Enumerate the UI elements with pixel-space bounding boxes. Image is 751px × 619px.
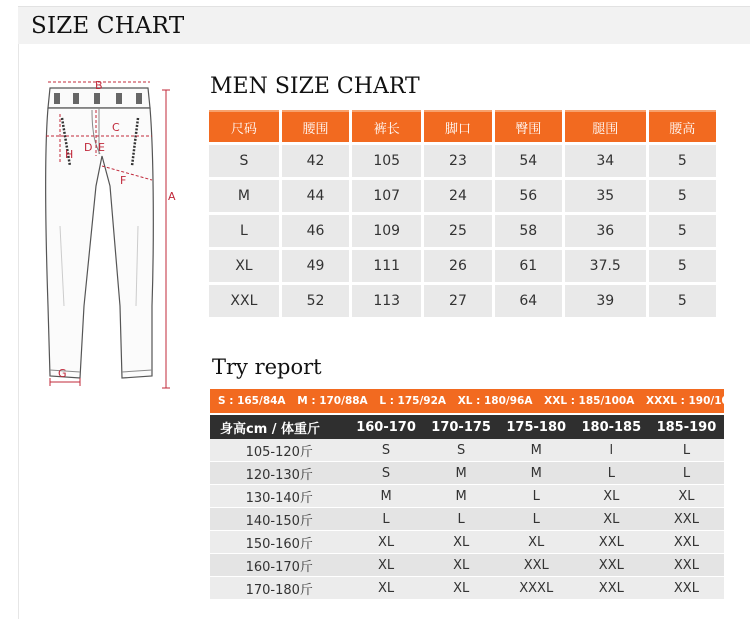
table-row — [210, 462, 724, 485]
measure-label-a: A — [168, 190, 176, 203]
pants-measurement-diagram — [40, 76, 190, 398]
table-cell: M — [424, 462, 499, 485]
table-cell: XXL — [574, 577, 649, 600]
table-cell: 64 — [495, 285, 562, 317]
table-cell: M — [499, 462, 574, 485]
table-row — [210, 439, 724, 462]
table-cell: 5 — [649, 180, 716, 212]
header-bar — [18, 6, 750, 46]
table-cell: 25 — [424, 215, 491, 247]
table-cell: L — [349, 508, 424, 531]
table-cell: S — [424, 439, 499, 462]
size-reference-item: XXXL : 190/104A — [646, 395, 745, 407]
table-cell: 109 — [352, 215, 421, 247]
waist-col-header: 腰围 — [282, 110, 349, 142]
table-cell: 107 — [352, 180, 421, 212]
table-cell: 39 — [565, 285, 646, 317]
leg-opening-col-header: 脚口 — [424, 110, 491, 142]
table-cell: L — [649, 462, 724, 485]
measure-label-g: G — [58, 367, 67, 380]
size-reference-item: S : 165/84A — [218, 395, 286, 407]
table-cell: 46 — [282, 215, 349, 247]
table-cell: 54 — [495, 145, 562, 177]
table-cell: 36 — [565, 215, 646, 247]
table-cell: M — [424, 485, 499, 508]
table-cell: L — [574, 462, 649, 485]
measure-label-e: E — [98, 141, 105, 154]
table-cell: XL — [424, 577, 499, 600]
length-col-header: 裤长 — [352, 110, 421, 142]
table-cell: 49 — [282, 250, 349, 282]
table-row — [209, 145, 716, 177]
table-cell: 27 — [424, 285, 491, 317]
table-cell: 37.5 — [565, 250, 646, 282]
table-cell: 105 — [352, 145, 421, 177]
weight-cell: 105-120斤 — [210, 439, 349, 462]
weight-cell: 120-130斤 — [210, 462, 349, 485]
size-col-header: 尺码 — [209, 110, 279, 142]
table-cell: L — [649, 439, 724, 462]
try-table-header-row — [210, 415, 724, 439]
table-cell: 5 — [649, 145, 716, 177]
table-cell: 111 — [352, 250, 421, 282]
size-reference-item: XL : 180/96A — [457, 395, 533, 407]
table-cell: S — [349, 439, 424, 462]
table-cell: l — [574, 439, 649, 462]
size-reference-item: M : 170/88A — [297, 395, 368, 407]
table-cell: 61 — [495, 250, 562, 282]
page-title: SIZE CHART — [31, 13, 185, 39]
table-row — [209, 250, 716, 282]
measure-label-f: F — [120, 174, 127, 187]
table-cell: M — [349, 485, 424, 508]
table-cell: 113 — [352, 285, 421, 317]
table-cell: L — [209, 215, 279, 247]
table-cell: XXL — [499, 554, 574, 577]
table-row — [210, 485, 724, 508]
table-cell: 42 — [282, 145, 349, 177]
table-cell: XXL — [574, 531, 649, 554]
try-report-table — [210, 415, 724, 600]
measure-label-c: C — [112, 121, 120, 134]
measure-label-h: H — [65, 148, 74, 161]
table-row — [209, 180, 716, 212]
waist-height-col-header: 腰高 — [649, 110, 716, 142]
table-cell: 24 — [424, 180, 491, 212]
table-row — [209, 215, 716, 247]
table-row — [210, 577, 724, 600]
table-cell: XL — [649, 485, 724, 508]
weight-cell: 130-140斤 — [210, 485, 349, 508]
table-cell: S — [209, 145, 279, 177]
size-reference-item: L : 175/92A — [379, 395, 447, 407]
table-cell: XL — [349, 531, 424, 554]
size-reference-item: XXL : 185/100A — [544, 395, 635, 407]
weight-cell: 150-160斤 — [210, 531, 349, 554]
height-weight-corner-header: 身高cm / 体重斤 — [210, 415, 349, 439]
table-cell: XXL — [649, 508, 724, 531]
table-cell: XXL — [649, 531, 724, 554]
table-cell: XL — [424, 554, 499, 577]
men-size-chart-title: MEN SIZE CHART — [210, 74, 420, 99]
table-cell: XL — [499, 531, 574, 554]
table-row — [210, 508, 724, 531]
table-row — [210, 531, 724, 554]
table-cell: 5 — [649, 250, 716, 282]
table-cell: XL — [424, 531, 499, 554]
weight-cell: 140-150斤 — [210, 508, 349, 531]
thigh-col-header: 腿围 — [565, 110, 646, 142]
size-table-header-row — [209, 110, 716, 142]
table-cell: 52 — [282, 285, 349, 317]
height-col-header: 185-190 — [649, 415, 724, 439]
table-cell: 35 — [565, 180, 646, 212]
table-cell: XXL — [574, 554, 649, 577]
table-cell: XXL — [649, 554, 724, 577]
table-cell: M — [499, 439, 574, 462]
table-cell: 44 — [282, 180, 349, 212]
table-cell: 56 — [495, 180, 562, 212]
table-cell: 5 — [649, 285, 716, 317]
table-row — [209, 285, 716, 317]
height-col-header: 180-185 — [574, 415, 649, 439]
table-cell: XXXL — [499, 577, 574, 600]
size-reference-bar — [210, 389, 745, 413]
table-cell: 58 — [495, 215, 562, 247]
table-cell: L — [424, 508, 499, 531]
table-cell: XL — [574, 508, 649, 531]
table-cell: 34 — [565, 145, 646, 177]
try-report-title: Try report — [212, 355, 322, 379]
table-cell: XXL — [649, 577, 724, 600]
table-row — [210, 554, 724, 577]
height-col-header: 160-170 — [349, 415, 424, 439]
height-col-header: 170-175 — [424, 415, 499, 439]
weight-cell: 170-180斤 — [210, 577, 349, 600]
table-cell: 5 — [649, 215, 716, 247]
table-cell: S — [349, 462, 424, 485]
weight-cell: 160-170斤 — [210, 554, 349, 577]
height-col-header: 175-180 — [499, 415, 574, 439]
table-cell: 26 — [424, 250, 491, 282]
hip-col-header: 臀围 — [495, 110, 562, 142]
table-cell: XL — [349, 554, 424, 577]
table-cell: 23 — [424, 145, 491, 177]
measure-label-b: B — [95, 79, 103, 92]
table-cell: XL — [574, 485, 649, 508]
table-cell: M — [209, 180, 279, 212]
table-cell: XXL — [209, 285, 279, 317]
table-cell: XL — [349, 577, 424, 600]
men-size-table — [206, 107, 719, 320]
table-cell: XL — [209, 250, 279, 282]
table-cell: L — [499, 485, 574, 508]
table-cell: L — [499, 508, 574, 531]
measure-label-d: D — [84, 141, 93, 154]
